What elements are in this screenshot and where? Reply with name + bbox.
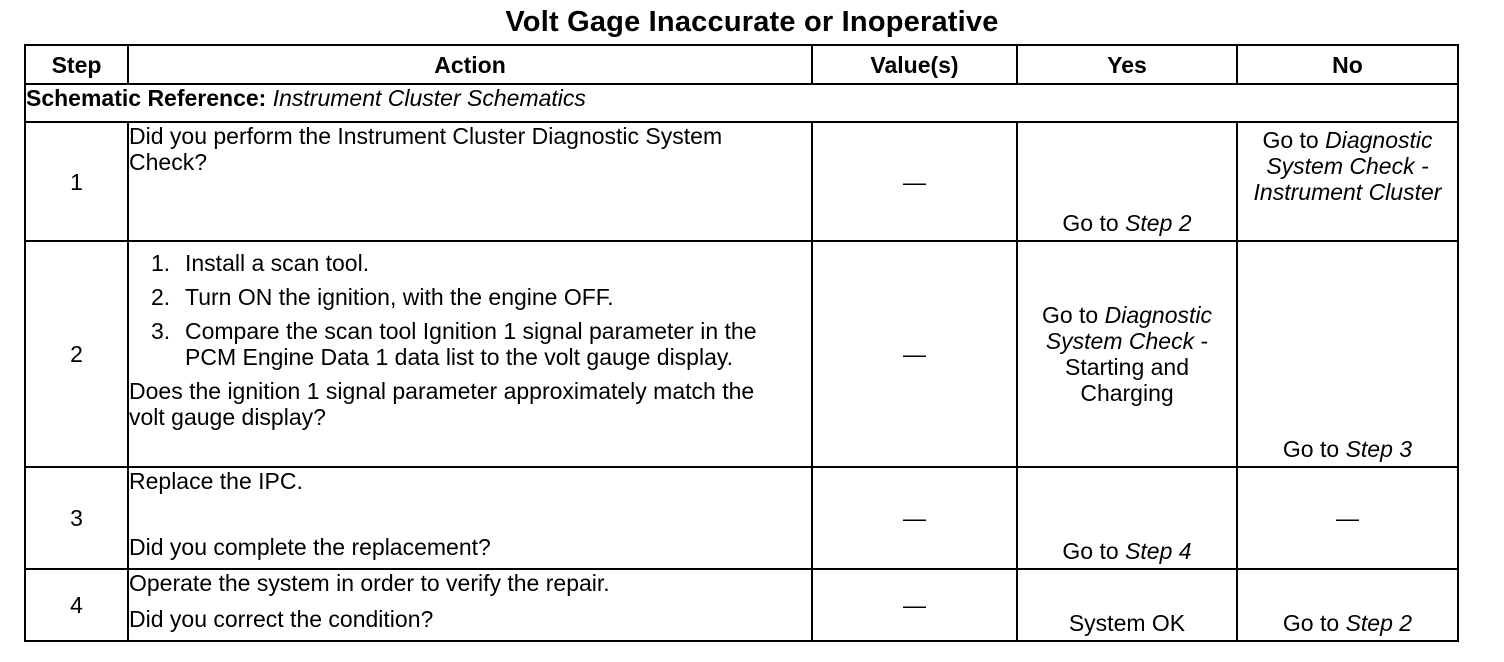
header-values: Value(s) (812, 45, 1017, 84)
header-no: No (1237, 45, 1458, 84)
no-target: Step 2 (1345, 610, 1413, 636)
header-step: Step (25, 45, 128, 84)
yes-link[interactable] (1018, 538, 1236, 564)
table-row (25, 241, 1458, 467)
substep-text: Turn ON the ignition, with the engine OFF. (185, 284, 614, 310)
value-cell: — (812, 122, 1017, 241)
no-cell (1237, 569, 1458, 641)
no-link[interactable] (1238, 610, 1457, 636)
yes-suffix: - Starting and Charging (1064, 328, 1209, 406)
yes-result: System OK (1068, 610, 1186, 636)
no-link[interactable] (1238, 127, 1457, 205)
page-title: Volt Gage Inaccurate or Inoperative (505, 6, 999, 38)
no-target: Diagnostic System Check - Instrument Cluster (1253, 127, 1442, 205)
substep-list (129, 250, 811, 370)
question-text: Does the ignition 1 signal parameter approximately match the volt gauge display? (129, 378, 755, 430)
yes-prefix: Go to (1062, 538, 1126, 564)
no-prefix: Go to (1262, 127, 1326, 153)
yes-target: Step 4 (1125, 538, 1192, 564)
yes-cell (1017, 467, 1237, 569)
schematic-reference-link[interactable]: Instrument Cluster Schematics (272, 85, 586, 111)
no-cell (1237, 241, 1458, 467)
action-cell (128, 241, 812, 467)
schematic-reference (25, 84, 1458, 122)
schematic-reference-label: Schematic Reference: (26, 85, 267, 111)
question-text: Did you complete the replacement? (129, 534, 491, 560)
yes-cell (1017, 241, 1237, 467)
action-text: Replace the IPC. (129, 468, 303, 494)
substep-number: 3. (151, 318, 171, 344)
substep-text: Install a scan tool. (185, 250, 370, 276)
yes-cell (1017, 569, 1237, 641)
no-prefix: Go to (1282, 436, 1346, 462)
no-cell (1237, 122, 1458, 241)
yes-link[interactable] (1018, 210, 1236, 236)
substep-item (151, 284, 811, 310)
no-cell: — (1237, 467, 1458, 569)
table-row (25, 467, 1458, 569)
diagnostic-table (24, 44, 1459, 642)
value-cell: — (812, 569, 1017, 641)
header-yes: Yes (1017, 45, 1237, 84)
substep-number: 1. (151, 250, 171, 276)
substep-item (151, 318, 785, 370)
substep-item (151, 250, 811, 276)
action-text: Operate the system in order to verify the repair. (129, 570, 610, 596)
step-number: 4 (25, 569, 128, 641)
yes-cell (1017, 122, 1237, 241)
step-number: 3 (25, 467, 128, 569)
no-target: Step 3 (1345, 436, 1413, 462)
no-link[interactable] (1238, 436, 1457, 462)
header-row (25, 45, 1458, 84)
yes-prefix: Go to (1062, 210, 1126, 236)
action-cell (128, 467, 812, 569)
value-cell: — (812, 241, 1017, 467)
action-cell (128, 569, 812, 641)
no-prefix: Go to (1282, 610, 1346, 636)
yes-link[interactable] (1018, 302, 1236, 406)
step-number: 1 (25, 122, 128, 241)
step-number: 2 (25, 241, 128, 467)
substep-number: 2. (151, 284, 171, 310)
table-row (25, 122, 1458, 241)
action-text: Did you perform the Instrument Cluster Diagnostic System Check? (129, 123, 723, 175)
yes-target: Step 2 (1125, 210, 1192, 236)
substep-text: Compare the scan tool Ignition 1 signal parameter in the PCM Engine Data 1 data list to the volt gauge display. (185, 318, 757, 370)
table-row (25, 569, 1458, 641)
header-action: Action (128, 45, 812, 84)
yes-prefix: Go to (1041, 302, 1105, 328)
schematic-reference-row (25, 84, 1458, 122)
yes-target: Diagnostic System Check (1045, 302, 1213, 354)
action-cell (128, 122, 812, 241)
question-text: Did you correct the condition? (129, 606, 434, 632)
value-cell: — (812, 467, 1017, 569)
